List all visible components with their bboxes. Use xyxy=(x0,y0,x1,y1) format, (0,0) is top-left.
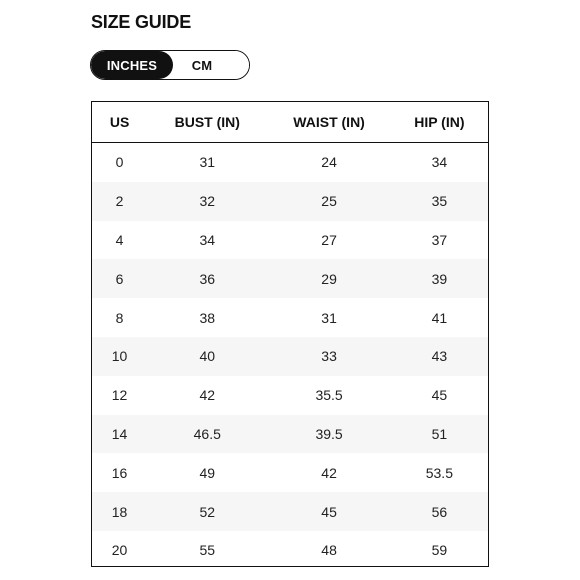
cell-hip: 59 xyxy=(431,542,448,559)
size-table-container xyxy=(91,101,489,567)
cell-us: 8 xyxy=(115,309,124,326)
table-row xyxy=(92,143,488,182)
cell-bust: 31 xyxy=(199,154,216,171)
cell-bust: 34 xyxy=(199,231,216,248)
cell-us: 10 xyxy=(92,337,147,376)
table-row xyxy=(92,376,488,415)
cell-hip: 53.5 xyxy=(425,464,453,481)
column-header-bust: BUST (IN) xyxy=(147,102,267,143)
cell-waist: 29 xyxy=(267,259,390,298)
size-table xyxy=(92,102,488,570)
cell-us: 18 xyxy=(92,492,147,531)
cell-waist: 45 xyxy=(267,492,390,531)
table-row xyxy=(92,259,488,298)
cell-us: 16 xyxy=(111,464,128,481)
cell-waist: 48 xyxy=(321,542,337,559)
cell-waist: 31 xyxy=(321,309,337,326)
column-header-us: US xyxy=(92,102,147,143)
table-row xyxy=(92,221,488,260)
table-header-row xyxy=(92,102,488,143)
cell-waist: 24 xyxy=(321,154,337,171)
cell-bust: 52 xyxy=(147,492,267,531)
cell-us: 14 xyxy=(92,415,147,454)
cell-bust: 32 xyxy=(147,182,267,221)
cell-waist: 27 xyxy=(321,231,337,248)
cell-us: 2 xyxy=(92,182,147,221)
cell-waist: 39.5 xyxy=(267,415,390,454)
cell-hip: 45 xyxy=(431,387,448,404)
cell-us: 4 xyxy=(115,231,124,248)
cell-hip: 43 xyxy=(391,337,488,376)
column-header-waist: WAIST (IN) xyxy=(267,102,390,143)
cell-bust: 49 xyxy=(199,464,216,481)
cell-hip: 41 xyxy=(431,309,448,326)
cell-bust: 46.5 xyxy=(147,415,267,454)
cell-us: 12 xyxy=(111,387,128,404)
cell-bust: 55 xyxy=(199,542,216,559)
cell-bust: 40 xyxy=(147,337,267,376)
cell-us: 20 xyxy=(111,542,128,559)
column-header-hip: HIP (IN) xyxy=(391,102,488,143)
cell-bust: 36 xyxy=(147,259,267,298)
table-row xyxy=(92,531,488,570)
table-row xyxy=(92,415,488,454)
cell-waist: 42 xyxy=(321,464,337,481)
table-row xyxy=(92,492,488,531)
cell-hip: 56 xyxy=(391,492,488,531)
unit-toggle xyxy=(90,50,250,80)
table-row xyxy=(92,453,488,492)
unit-option-inches[interactable]: INCHES xyxy=(91,51,173,79)
cell-hip: 39 xyxy=(391,259,488,298)
cell-waist: 25 xyxy=(267,182,390,221)
cell-waist: 35.5 xyxy=(315,387,343,404)
unit-option-cm[interactable]: CM xyxy=(173,51,249,79)
cell-us: 0 xyxy=(115,154,124,171)
cell-bust: 38 xyxy=(199,309,216,326)
table-row xyxy=(92,182,488,221)
cell-hip: 34 xyxy=(431,154,448,171)
page-title: SIZE GUIDE xyxy=(91,12,192,32)
cell-us: 6 xyxy=(92,259,147,298)
table-row xyxy=(92,298,488,337)
cell-bust: 42 xyxy=(199,387,216,404)
table-row xyxy=(92,337,488,376)
cell-hip: 35 xyxy=(391,182,488,221)
cell-waist: 33 xyxy=(267,337,390,376)
cell-hip: 37 xyxy=(431,231,448,248)
cell-hip: 51 xyxy=(391,415,488,454)
